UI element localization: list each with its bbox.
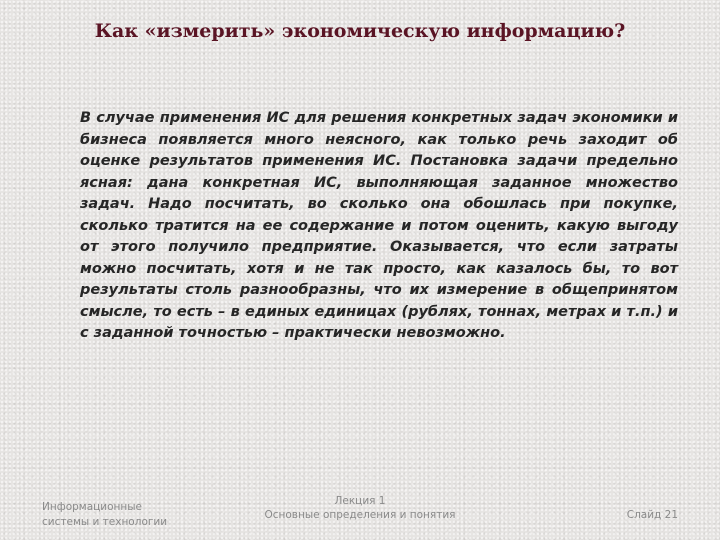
footer-lecture-number: Лекция 1 (334, 495, 386, 507)
slide-body-text: В случае применения ИС для решения конкретных задач экономики и бизнеса появляется много неясного, как только речь заходит об оценке результатов применения ИС. Постановка задачи предельно ясная: дана конкретная ИС, выполняющая заданное множество задач. Надо посчитать, во сколько она обошлась при покупке, сколько тратится на ее содержание и потом оценить, какую выгоду от этого получило предприятие. Оказывается, что если затраты можно посчитать, хотя и не так просто, как казалось бы, то вот результаты столь разнообразны, что их измерение в общепринятом смысле, то есть – в единых единицах (рублях, тоннах, метрах и т.п.) и с заданной точностью – практически невозможно. (80, 110, 678, 341)
slide-title: Как «измерить» экономическую информацию? (94, 20, 626, 42)
footer-slide-number: Слайд 21 (626, 509, 678, 521)
footer-course-name: Информационные системы и технологии (42, 501, 168, 528)
footer-lecture-topic: Основные определения и понятия (264, 509, 456, 521)
footer-lecture-info (240, 494, 480, 522)
